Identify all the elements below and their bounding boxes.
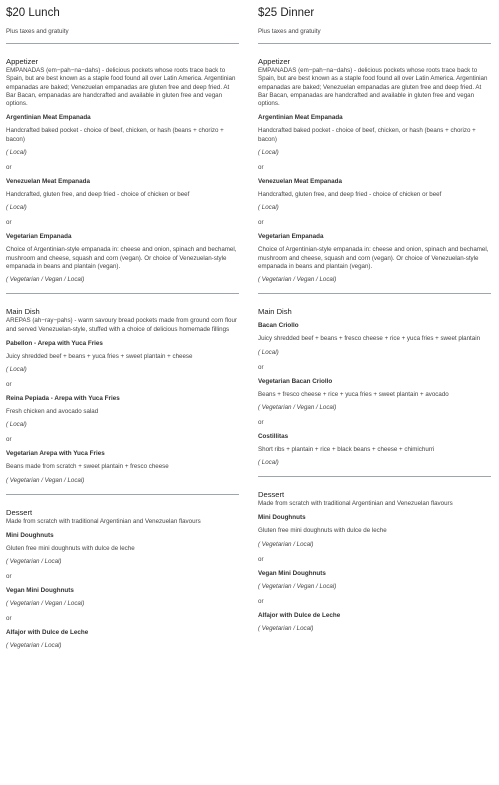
dish-name: Vegan Mini Doughnuts: [6, 587, 74, 595]
section-description: Made from scratch with traditional Argentinian and Venezuelan flavours: [6, 517, 201, 525]
divider: [258, 43, 491, 44]
section-description: EMPANADAS (em−pah−na−dahs) - delicious pockets whose roots trace back to Spain, but are best known as a staple food found all over Latin America. Argentinian empanadas are baked; Venezuelan empanadas are gluten free and deep fried. At Bar Bacan, empanadas are handcrafted and available in gluten free and vegan options.: [258, 67, 488, 108]
divider: [6, 293, 239, 294]
menu-section: [6, 508, 239, 651]
dish-name: Mini Doughnuts: [258, 514, 306, 522]
menu-subtitle: Plus taxes and gratuity: [258, 28, 321, 35]
divider: [258, 476, 491, 477]
dish-dietary-tags: ( Local): [258, 204, 279, 212]
dish-description: Short ribs + plantain + rice + black beans + cheese + chimichurri: [258, 445, 435, 453]
section-title: Main Dish: [258, 307, 292, 317]
dish-dietary-tags: ( Local): [258, 149, 279, 157]
dish-name: Venezuelan Meat Empanada: [6, 178, 90, 186]
or-separator: or: [258, 363, 264, 371]
menu-section: [6, 307, 239, 494]
dish-description: Handcrafted baked pocket - choice of beef, chicken, or hash (beans + chorizo + bacon): [258, 127, 476, 143]
dinner-column: [258, 0, 491, 650]
dish-dietary-tags: ( Vegetarian / Vegan / Local): [258, 403, 337, 411]
section-description: Made from scratch with traditional Argentinian and Venezuelan flavours: [258, 500, 453, 508]
or-separator: or: [6, 219, 12, 227]
menu-title: $20 Lunch: [6, 7, 60, 19]
or-separator: or: [6, 615, 12, 623]
or-separator: or: [6, 381, 12, 389]
divider: [6, 43, 239, 44]
dish-name: Vegetarian Arepa with Yuca Fries: [6, 450, 105, 458]
dish-name: Reina Pepiada - Arepa with Yuca Fries: [6, 395, 120, 403]
dish-dietary-tags: ( Vegetarian / Vegan / Local): [6, 476, 85, 484]
or-separator: or: [6, 573, 12, 581]
dish-dietary-tags: ( Local): [258, 348, 279, 356]
dish-description: Fresh chicken and avocado salad: [6, 408, 99, 416]
dish-description: Beans made from scratch + sweet plantain + fresco cheese: [6, 463, 169, 471]
dish-dietary-tags: ( Vegetarian / Vegan / Local): [258, 276, 337, 284]
menu-title: $25 Dinner: [258, 7, 315, 19]
menu-section: [6, 57, 239, 294]
dish-name: Argentinian Meat Empanada: [6, 114, 91, 122]
dish-dietary-tags: ( Vegetarian / Vegan / Local): [258, 582, 337, 590]
dish-description: Gluten free mini doughnuts with dulce de leche: [258, 527, 387, 535]
dish-name: Alfajor with Dulce de Leche: [6, 629, 89, 637]
menu-section: [258, 490, 491, 633]
menu-section: [258, 57, 491, 294]
or-separator: or: [258, 164, 264, 172]
dish-dietary-tags: ( Vegetarian / Local): [258, 624, 314, 632]
or-separator: or: [258, 597, 264, 605]
menu-section: [258, 307, 491, 477]
dish-name: Bacan Criollo: [258, 322, 299, 330]
divider: [258, 293, 491, 294]
section-title: Dessert: [6, 507, 33, 517]
dish-name: Pabellon - Arepa with Yuca Fries: [6, 339, 103, 347]
dish-description: Handcrafted baked pocket - choice of beef, chicken, or hash (beans + chorizo + bacon): [6, 127, 224, 143]
dish-dietary-tags: ( Vegetarian / Vegan / Local): [6, 276, 85, 284]
dish-name: Costillitas: [258, 432, 289, 440]
dish-dietary-tags: ( Vegetarian / Local): [6, 558, 62, 566]
or-separator: or: [6, 436, 12, 444]
dish-name: Argentinian Meat Empanada: [258, 114, 343, 122]
dish-dietary-tags: ( Local): [258, 459, 279, 467]
dish-name: Vegetarian Empanada: [6, 233, 72, 241]
dish-name: Vegetarian Bacan Criollo: [258, 377, 333, 385]
dish-dietary-tags: ( Local): [6, 204, 27, 212]
dish-name: Vegetarian Empanada: [258, 233, 324, 241]
section-description: EMPANADAS (em−pah−na−dahs) - delicious pockets whose roots trace back to Spain, but are best known as a staple food found all over Latin America. Argentinian empanadas are baked; Venezuelan empanadas are gluten free and deep fried. At Bar Bacan, empanadas are handcrafted and available in gluten free and vegan options.: [6, 67, 236, 108]
section-title: Main Dish: [6, 307, 40, 317]
dish-description: Beans + fresco cheese + rice + yuca fries + sweet plantain + avocado: [258, 390, 449, 398]
dish-dietary-tags: ( Local): [6, 366, 27, 374]
dish-description: Handcrafted, gluten free, and deep fried - choice of chicken or beef: [6, 191, 190, 199]
dish-description: Juicy shredded beef + beans + fresco cheese + rice + yuca fries + sweet plantain: [258, 335, 481, 343]
dish-description: Choice of Argentinian-style empanada in: cheese and onion, spinach and bechamel, mushroom and cheese, squash and corn (vegan). Or choice of Venezuelan-style empanada in beans and plantain (vegan).: [258, 246, 489, 270]
dish-name: Mini Doughnuts: [6, 532, 54, 540]
dish-dietary-tags: ( Vegetarian / Vegan / Local): [6, 600, 85, 608]
or-separator: or: [258, 219, 264, 227]
dish-description: Choice of Argentinian-style empanada in: cheese and onion, spinach and bechamel, mushroom and cheese, squash and corn (vegan). Or choice of Venezuelan-style empanada in beans and plantain (vegan).: [6, 246, 237, 270]
dish-dietary-tags: ( Vegetarian / Local): [6, 642, 62, 650]
menu-subtitle: Plus taxes and gratuity: [6, 28, 69, 35]
dish-dietary-tags: ( Local): [6, 149, 27, 157]
divider: [6, 494, 239, 495]
dish-name: Vegan Mini Doughnuts: [258, 569, 326, 577]
or-separator: or: [258, 555, 264, 563]
dish-dietary-tags: ( Local): [6, 421, 27, 429]
section-title: Dessert: [258, 490, 285, 500]
dish-description: Gluten free mini doughnuts with dulce de leche: [6, 545, 135, 553]
section-title: Appetizer: [6, 57, 39, 66]
dish-name: Alfajor with Dulce de Leche: [258, 611, 341, 619]
section-description: AREPAS (ah−ray−pahs) - warm savoury bread pockets made from ground corn flour and served Venezuelan-style, stuffed with a choice of delicious homemade fillings: [6, 317, 237, 333]
or-separator: or: [258, 418, 264, 426]
lunch-column: [6, 0, 239, 650]
or-separator: or: [6, 164, 12, 172]
dish-description: Handcrafted, gluten free, and deep fried - choice of chicken or beef: [258, 191, 442, 199]
section-title: Appetizer: [258, 57, 291, 66]
dish-dietary-tags: ( Vegetarian / Local): [258, 540, 314, 548]
dish-description: Juicy shredded beef + beans + yuca fries + sweet plantain + cheese: [6, 352, 193, 360]
dish-name: Venezuelan Meat Empanada: [258, 178, 342, 186]
